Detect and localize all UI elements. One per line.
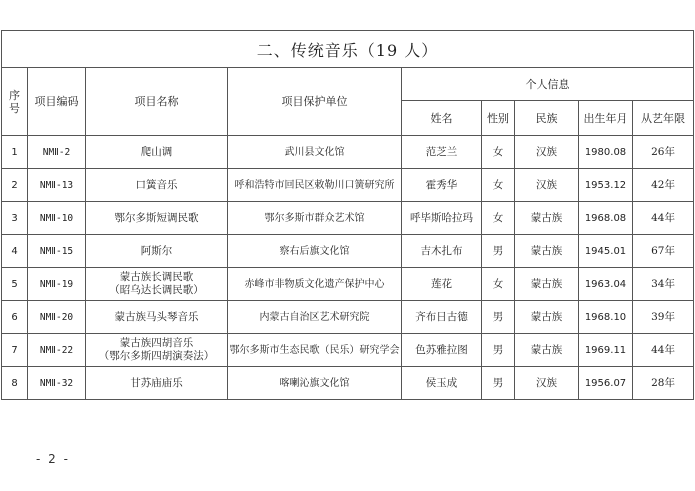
cell-years: 39年 (633, 301, 694, 334)
cell-gender: 女 (482, 268, 515, 301)
cell-project-name (86, 334, 228, 367)
cell-birth: 1980.08 (579, 136, 633, 169)
cell-unit: 武川县文化馆 (228, 136, 402, 169)
cell-gender: 女 (482, 169, 515, 202)
project-name-line: 蒙古族四胡音乐 (119, 337, 194, 349)
project-name-line: 爬山调 (140, 145, 173, 158)
project-name-line: 阿斯尔 (140, 244, 173, 257)
cell-seq: 1 (2, 136, 28, 169)
cell-ethnicity: 汉族 (515, 169, 579, 202)
table-row (2, 268, 694, 301)
cell-birth: 1968.10 (579, 301, 633, 334)
cell-code: NMⅡ-22 (28, 334, 86, 367)
cell-gender: 女 (482, 136, 515, 169)
cell-project-name (86, 136, 228, 169)
project-name-line: 甘苏庙庙乐 (130, 376, 183, 389)
cell-project-name (86, 202, 228, 235)
project-name-line: 口簧音乐 (135, 178, 178, 191)
cell-code: NMⅡ-15 (28, 235, 86, 268)
cell-years: 26年 (633, 136, 694, 169)
cell-ethnicity: 蒙古族 (515, 334, 579, 367)
cell-ethnicity: 蒙古族 (515, 301, 579, 334)
cell-seq: 8 (2, 367, 28, 400)
project-name-subline: （鄂尔多斯四胡演奏法） (98, 350, 215, 362)
cell-person-name: 齐布日古德 (402, 301, 482, 334)
cell-ethnicity: 蒙古族 (515, 235, 579, 268)
cell-person-name: 侯玉成 (402, 367, 482, 400)
table-row (2, 334, 694, 367)
cell-unit: 喀喇沁旗文化馆 (228, 367, 402, 400)
cell-seq: 3 (2, 202, 28, 235)
cell-gender: 男 (482, 235, 515, 268)
cell-person-name: 呼毕斯哈拉玛 (402, 202, 482, 235)
cell-project-name (86, 169, 228, 202)
cell-seq: 4 (2, 235, 28, 268)
cell-code: NMⅡ-13 (28, 169, 86, 202)
cell-project-name (86, 367, 228, 400)
project-name-line: 蒙古族长调民歌 (119, 271, 194, 283)
cell-years: 44年 (633, 202, 694, 235)
table-row (2, 235, 694, 268)
page-number: - 2 - (36, 452, 70, 466)
cell-birth: 1969.11 (579, 334, 633, 367)
cell-ethnicity: 蒙古族 (515, 268, 579, 301)
header-person-name: 姓名 (402, 101, 482, 136)
cell-project-name (86, 268, 228, 301)
cell-years: 34年 (633, 268, 694, 301)
cell-seq: 2 (2, 169, 28, 202)
table-row (2, 367, 694, 400)
header-years-practice: 从艺年限 (633, 101, 694, 136)
cell-gender: 男 (482, 367, 515, 400)
cell-code: NMⅡ-20 (28, 301, 86, 334)
cell-code: NMⅡ-19 (28, 268, 86, 301)
cell-seq: 5 (2, 268, 28, 301)
cell-unit: 鄂尔多斯市群众艺术馆 (228, 202, 402, 235)
cell-birth: 1963.04 (579, 268, 633, 301)
cell-person-name: 霍秀华 (402, 169, 482, 202)
cell-person-name: 莲花 (402, 268, 482, 301)
header-personal-info: 个人信息 (402, 68, 694, 101)
header-gender: 性别 (482, 101, 515, 136)
cell-years: 44年 (633, 334, 694, 367)
table-row (2, 136, 694, 169)
project-name-subline: （昭乌达长调民歌） (109, 284, 204, 296)
table-row (2, 169, 694, 202)
cell-seq: 7 (2, 334, 28, 367)
cell-years: 67年 (633, 235, 694, 268)
cell-birth: 1968.08 (579, 202, 633, 235)
project-name-line: 鄂尔多斯短调民歌 (114, 211, 199, 224)
cell-years: 28年 (633, 367, 694, 400)
table-row (2, 301, 694, 334)
cell-gender: 男 (482, 334, 515, 367)
cell-project-name (86, 301, 228, 334)
cell-unit: 内蒙古自治区艺术研究院 (228, 301, 402, 334)
cell-birth: 1956.07 (579, 367, 633, 400)
cell-birth: 1945.01 (579, 235, 633, 268)
inheritor-table (1, 30, 694, 400)
cell-years: 42年 (633, 169, 694, 202)
cell-unit: 鄂尔多斯市生态民歌（民乐）研究学会 (228, 334, 402, 367)
table-row (2, 202, 694, 235)
cell-unit: 察右后旗文化馆 (228, 235, 402, 268)
cell-person-name: 范芝兰 (402, 136, 482, 169)
cell-ethnicity: 汉族 (515, 367, 579, 400)
header-ethnicity: 民族 (515, 101, 579, 136)
cell-code: NMⅡ-2 (28, 136, 86, 169)
cell-ethnicity: 汉族 (515, 136, 579, 169)
header-seq: 序号 (2, 68, 28, 136)
cell-ethnicity: 蒙古族 (515, 202, 579, 235)
header-birth-date: 出生年月 (579, 101, 633, 136)
cell-person-name: 色苏雅拉图 (402, 334, 482, 367)
header-project-name: 项目名称 (86, 68, 228, 136)
project-name-line: 蒙古族马头琴音乐 (114, 310, 199, 323)
cell-code: NMⅡ-32 (28, 367, 86, 400)
cell-unit: 赤峰市非物质文化遗产保护中心 (228, 268, 402, 301)
header-code: 项目编码 (28, 68, 86, 136)
cell-unit: 呼和浩特市回民区敕勒川口簧研究所 (228, 169, 402, 202)
cell-project-name (86, 235, 228, 268)
header-protection-unit: 项目保护单位 (228, 68, 402, 136)
cell-gender: 男 (482, 301, 515, 334)
cell-gender: 女 (482, 202, 515, 235)
cell-code: NMⅡ-10 (28, 202, 86, 235)
cell-birth: 1953.12 (579, 169, 633, 202)
cell-person-name: 吉木扎布 (402, 235, 482, 268)
cell-seq: 6 (2, 301, 28, 334)
table-title: 二、传统音乐（19 人） (2, 31, 694, 68)
